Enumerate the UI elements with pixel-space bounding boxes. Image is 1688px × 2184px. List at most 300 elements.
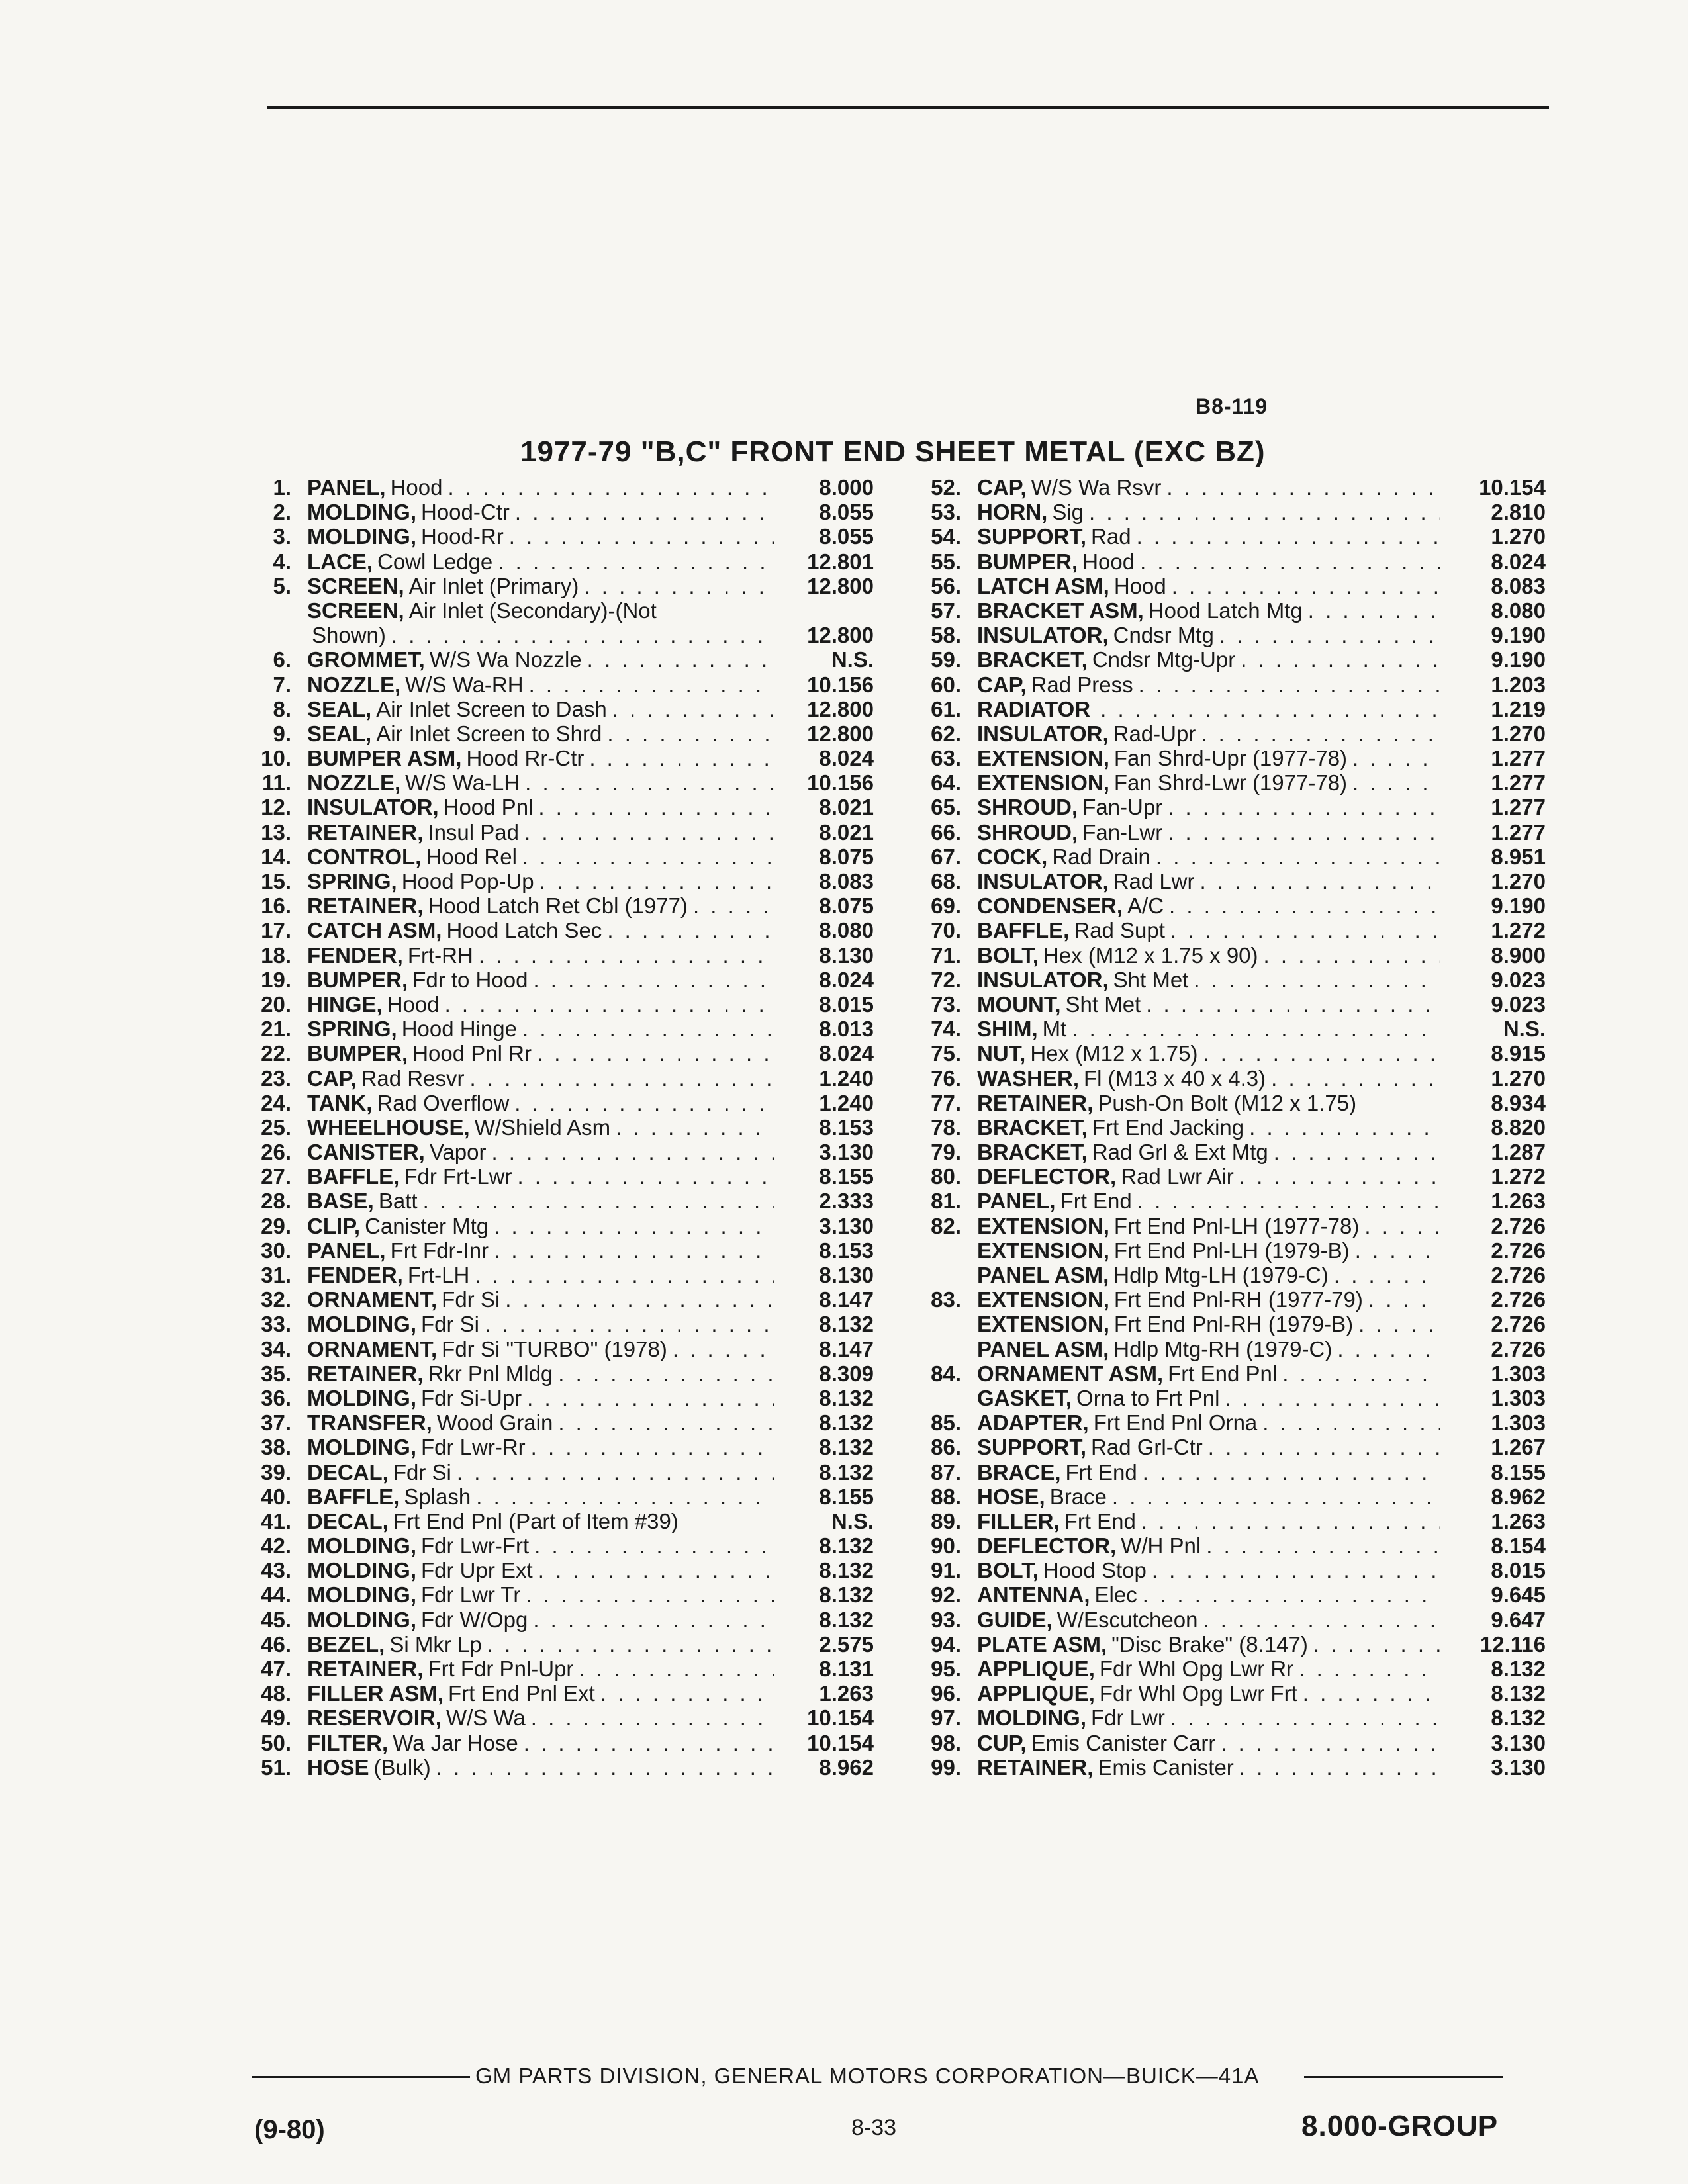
item-number: 87. [931,1459,961,1484]
parts-row [907,1533,1546,1558]
group-number: 2.726 [1491,1287,1546,1312]
footer-rule-right [1304,2076,1503,2078]
group-number: 9.023 [1491,967,1546,992]
part-description [977,1263,1440,1287]
group-number: 8.130 [819,942,874,968]
part-spec: Hood Latch Mtg [1148,598,1303,623]
dot-leader [451,1460,774,1484]
group-number: 8.024 [819,1041,874,1066]
dot-leader [1136,1509,1440,1533]
part-name: DECAL, [307,1508,389,1533]
dot-leader [1165,1706,1440,1730]
item-number: 61. [931,696,961,721]
group-number: 8.155 [819,1484,874,1509]
dot-leader [1107,1484,1440,1509]
part-name: FENDER, [307,942,403,968]
part-description [307,1410,774,1435]
group-number: 1.277 [1491,819,1546,844]
part-description [307,1657,774,1681]
group-number: 8.055 [819,500,874,525]
part-name: FILLER ASM, [307,1681,444,1706]
item-number: 28. [261,1189,291,1214]
part-description [307,1312,774,1336]
part-spec: Push-On Bolt (M12 x 1.75) [1098,1090,1357,1115]
part-name: CANISTER, [307,1140,425,1165]
dot-leader [1196,721,1440,746]
dot-leader [667,1337,774,1361]
dot-leader [533,795,774,819]
part-description [977,1140,1440,1164]
part-name: DECAL, [307,1459,389,1484]
group-number: 8.132 [819,1459,874,1484]
dot-leader [1197,1041,1440,1066]
item-number: 81. [931,1189,961,1214]
item-number: 22. [261,1041,291,1066]
part-name: EXTENSION, [977,1287,1109,1312]
part-spec: Air Inlet Screen to Dash [376,696,607,721]
dot-leader [471,1484,774,1509]
item-number: 57. [931,598,961,623]
parts-row [907,1140,1546,1164]
part-spec: Hood [1113,573,1166,598]
item-number: 77. [931,1090,961,1115]
dot-leader [489,1238,774,1263]
group-number: 1.263 [1491,1508,1546,1533]
part-name: TANK, [307,1090,373,1115]
part-description [977,574,1440,598]
parts-row [238,549,874,574]
parts-row [907,1386,1546,1410]
part-description [307,1558,774,1582]
part-description [307,992,774,1017]
dot-leader [579,574,774,598]
part-spec: Frt End Pnl Ext [447,1681,595,1706]
part-name: INSULATOR, [977,967,1109,992]
parts-row [907,1115,1546,1140]
dot-leader [1147,1558,1440,1582]
item-number: 95. [931,1657,961,1681]
part-description [977,1657,1440,1681]
parts-row [238,1460,874,1484]
part-spec: Wood Grain [436,1410,553,1435]
part-description [307,1361,774,1386]
item-number: 56. [931,573,961,598]
dot-leader [1353,1312,1440,1336]
parts-row [907,672,1546,697]
parts-row [238,893,874,918]
item-number: 89. [931,1508,961,1533]
part-spec: Fdr Si-Upr [420,1385,522,1410]
part-description [977,1386,1440,1410]
group-number: 8.962 [1491,1484,1546,1509]
part-spec: Hood Latch Sec [446,918,602,943]
part-spec: Fan-Lwr [1082,819,1163,844]
part-spec: Hex (M12 x 1.75 x 90) [1043,942,1258,968]
group-number: 8.024 [1491,549,1546,574]
part-description [977,475,1440,500]
page-code: B8-119 [1196,394,1268,418]
parts-row [907,1164,1546,1189]
part-description [977,647,1440,672]
dot-leader [1150,844,1440,869]
item-number: 62. [931,721,961,746]
part-spec: Wa Jar Hose [393,1730,518,1755]
group-number: 2.726 [1491,1263,1546,1287]
group-number: 8.083 [819,869,874,893]
parts-row [238,1140,874,1164]
part-description [307,574,774,598]
parts-row [907,820,1546,844]
part-description [307,1017,774,1041]
dot-leader [1162,795,1440,819]
group-number: 8.013 [819,1017,874,1042]
part-description [977,1066,1440,1091]
group-number: 8.155 [1491,1459,1546,1484]
part-spec: Mt [1042,1017,1067,1042]
part-name: EXTENSION, [977,770,1109,796]
part-spec: Rad Grl & Ext Mtg [1092,1140,1268,1165]
item-number: 11. [261,770,291,796]
parts-row [907,1484,1546,1509]
part-spec: W/Escutcheon [1056,1607,1198,1632]
part-spec: W/H Pnl [1121,1533,1201,1559]
dot-leader [522,1386,774,1410]
dot-leader [482,1632,774,1657]
part-spec: Hood Pop-Up [401,869,534,893]
group-number: 8.131 [819,1657,874,1681]
part-description [977,697,1440,721]
parts-row [907,1681,1546,1706]
part-spec: Fdr Upr Ext [420,1558,533,1583]
item-number: 5. [273,573,291,598]
dot-leader [1195,869,1440,893]
part-name: SEAL, [307,696,372,721]
part-spec: Frt Fdr Pnl-Upr [428,1657,574,1681]
item-number: 55. [931,549,961,574]
footer-page-number: 8-33 [851,2115,897,2140]
part-name: SUPPORT, [977,1435,1087,1460]
part-spec: Hdlp Mtg-RH (1979-C) [1113,1336,1333,1361]
part-description [307,943,774,968]
part-spec: Splash [404,1484,471,1509]
parts-row [907,1657,1546,1681]
item-number: 44. [261,1582,291,1608]
part-description [977,1435,1440,1459]
parts-row [238,869,874,893]
group-number: 10.154 [1479,475,1546,500]
part-name: BEZEL, [307,1631,385,1657]
part-description [307,524,774,549]
item-number: 72. [931,967,961,992]
part-spec: Air Inlet Screen to Shrd [376,721,602,746]
group-number: 8.080 [819,918,874,943]
part-name: GASKET, [977,1385,1072,1410]
part-description [977,1214,1440,1238]
group-number: 8.132 [819,1312,874,1337]
parts-row [907,1238,1546,1263]
part-name: LACE, [307,549,373,574]
item-number: 10. [261,746,291,771]
item-number: 52. [931,475,961,500]
parts-row [238,1066,874,1091]
parts-row [907,1509,1546,1533]
group-number: 2.810 [1491,500,1546,525]
group-number: 8.132 [1491,1657,1546,1681]
group-number: 8.132 [819,1533,874,1559]
item-number: 37. [261,1410,291,1435]
group-number: 8.015 [819,991,874,1017]
group-number: 8.132 [819,1582,874,1608]
parts-row [238,943,874,968]
dot-leader [473,943,774,968]
group-number: 1.272 [1491,1164,1546,1189]
parts-row [238,1017,874,1041]
part-spec: Rkr Pnl Mldg [428,1361,553,1386]
part-name: CLIP, [307,1213,361,1238]
part-description [307,1066,774,1091]
item-number: 16. [261,893,291,919]
part-name: COCK, [977,844,1048,869]
parts-row [907,1435,1546,1459]
group-number: 1.270 [1491,1066,1546,1091]
group-number: 1.277 [1491,770,1546,796]
group-number: 8.080 [1491,598,1546,623]
part-description [977,672,1440,697]
part-spec: W/S Wa-LH [405,770,520,796]
parts-row [238,1115,874,1140]
group-number: 8.900 [1491,942,1546,968]
part-name: BRACKET ASM, [977,598,1144,623]
item-number: 68. [931,869,961,893]
part-spec: Fdr Lwr Tr [420,1582,521,1608]
part-name: RADIATOR [977,696,1091,721]
dot-leader [418,1189,774,1213]
part-name: DEFLECTOR, [977,1533,1117,1559]
parts-row [238,795,874,819]
dot-leader [1165,918,1440,942]
parts-row [907,1608,1546,1632]
part-spec: Sht Met [1113,967,1189,992]
dot-leader [1303,598,1440,623]
parts-row [907,1361,1546,1386]
dot-leader [553,1410,774,1435]
item-number: 9. [273,721,291,746]
part-description [977,918,1440,942]
part-description [307,1755,774,1780]
parts-row [238,1410,874,1435]
dot-leader [431,1755,774,1780]
item-number: 94. [931,1631,961,1657]
part-spec: Frt End Jacking [1092,1115,1244,1140]
part-name: MOLDING, [307,1533,416,1559]
group-number: 8.024 [819,746,874,771]
group-number: 9.190 [1491,647,1546,672]
dot-leader [1137,1582,1440,1607]
parts-row [238,1632,874,1657]
group-number: 12.116 [1479,1631,1546,1657]
group-number: 9.190 [1491,893,1546,919]
part-spec: Rad Supt [1074,918,1165,943]
dot-leader [1268,1140,1440,1164]
parts-row [907,1287,1546,1312]
item-number: 80. [931,1164,961,1189]
part-name: BUMPER, [977,549,1078,574]
part-spec: Hood Stop [1043,1558,1147,1583]
parts-row [238,770,874,795]
item-number: 34. [261,1336,291,1361]
item-number: 54. [931,524,961,549]
group-number: 2.726 [1491,1213,1546,1238]
part-description [977,1509,1440,1533]
part-description [977,721,1440,746]
parts-row [238,918,874,942]
part-description [977,623,1440,647]
part-spec: "Disc Brake" (8.147) [1111,1631,1308,1657]
part-name: MOLDING, [977,1706,1086,1731]
dot-leader [1347,770,1440,795]
part-description [977,943,1440,968]
part-name: MOLDING, [307,524,416,549]
part-name: MOLDING, [307,1582,416,1608]
part-description [977,1410,1440,1435]
part-name: EXTENSION, [977,1238,1109,1263]
group-number: 1.277 [1491,795,1546,820]
parts-row [907,1582,1546,1607]
part-name: TRANSFER, [307,1410,432,1435]
item-number: 32. [261,1287,291,1312]
part-description [307,475,774,500]
part-spec: Fan Shrd-Lwr (1977-78) [1113,770,1348,796]
parts-row [907,968,1546,992]
item-number: 26. [261,1140,291,1165]
dot-leader [610,1115,774,1140]
parts-row [907,1755,1546,1780]
part-name: CONTROL, [307,844,422,869]
parts-row [907,574,1546,598]
item-number: 29. [261,1213,291,1238]
item-number: 71. [931,942,961,968]
part-description [307,1337,774,1361]
part-spec: Orna to Frt Pnl [1076,1385,1220,1410]
parts-row [907,918,1546,942]
group-number: 8.055 [819,524,874,549]
parts-row [238,992,874,1017]
item-number: 78. [931,1115,961,1140]
part-spec: Hood Hinge [401,1017,517,1042]
part-spec: Hood Rel [426,844,517,869]
group-number: 3.130 [819,1140,874,1165]
dot-leader [602,721,774,746]
item-number: 35. [261,1361,291,1386]
dot-leader [1203,1435,1440,1459]
part-spec: Batt [378,1189,418,1214]
part-description [977,1189,1440,1213]
part-name: PANEL ASM, [977,1263,1109,1287]
part-spec: W/Shield Asm [474,1115,611,1140]
parts-row [907,943,1546,968]
group-number: 8.132 [819,1607,874,1632]
dot-leader [1329,1263,1440,1287]
item-number: 75. [931,1041,961,1066]
part-description [307,1533,774,1558]
parts-row [238,672,874,697]
part-description [977,1755,1440,1780]
part-name: SHROUD, [977,819,1078,844]
group-number: 9.645 [1491,1582,1546,1608]
part-spec: Frt End Pnl-LH (1979-B) [1113,1238,1350,1263]
part-name: RETAINER, [307,819,424,844]
parts-row [238,1312,874,1336]
group-number: 1.219 [1491,696,1546,721]
part-spec: Emis Canister [1098,1754,1234,1780]
parts-row [238,623,874,647]
part-name: SCREEN, [307,598,404,623]
parts-row [238,1509,874,1533]
part-name: CONDENSER, [977,893,1123,919]
part-name: BASE, [307,1189,374,1214]
part-spec: Fdr to Hood [412,967,528,992]
part-name: BRACKET, [977,647,1088,672]
part-spec: Frt Fdr-Inr [390,1238,489,1263]
part-description [977,1460,1440,1484]
part-name: WHEELHOUSE, [307,1115,470,1140]
dot-leader [1308,1632,1440,1657]
item-number: 15. [261,869,291,893]
part-name: BAFFLE, [977,918,1070,943]
part-description [977,770,1440,795]
part-name: PANEL, [307,475,386,500]
dot-leader [442,475,774,500]
part-description [977,1681,1440,1706]
part-description [307,647,774,672]
part-description [977,1287,1440,1312]
group-number: N.S. [831,647,874,672]
group-number: 8.024 [819,967,874,992]
item-number: 17. [261,918,291,943]
parts-row [907,598,1546,623]
group-number: 8.962 [819,1754,874,1780]
part-name: ORNAMENT, [307,1287,438,1312]
group-number: 8.915 [1491,1041,1546,1066]
group-number: 1.240 [819,1066,874,1091]
part-description [977,598,1440,623]
parts-row [238,1681,874,1706]
dot-leader [1135,549,1440,574]
dot-leader [1258,943,1440,968]
part-description [977,968,1440,992]
group-number: 1.270 [1491,869,1546,893]
part-name: MOUNT, [977,991,1061,1017]
parts-row [238,1214,874,1238]
part-spec: Fdr Whl Opg Lwr Frt [1099,1681,1297,1706]
parts-row [238,820,874,844]
dot-leader [509,1091,774,1115]
part-name: MOLDING, [307,1312,416,1337]
part-description [307,697,774,721]
item-number: 83. [931,1287,961,1312]
part-description [977,1558,1440,1582]
part-spec: Air Inlet (Primary) [408,573,579,598]
group-number: 8.934 [1491,1090,1546,1115]
group-number: 1.303 [1491,1385,1546,1410]
part-description [977,1632,1440,1657]
parts-row [238,1608,874,1632]
dot-leader [1084,500,1440,524]
part-description [307,746,774,770]
parts-row [907,1312,1546,1336]
parts-row [238,1706,874,1730]
group-number: 1.263 [819,1681,874,1706]
